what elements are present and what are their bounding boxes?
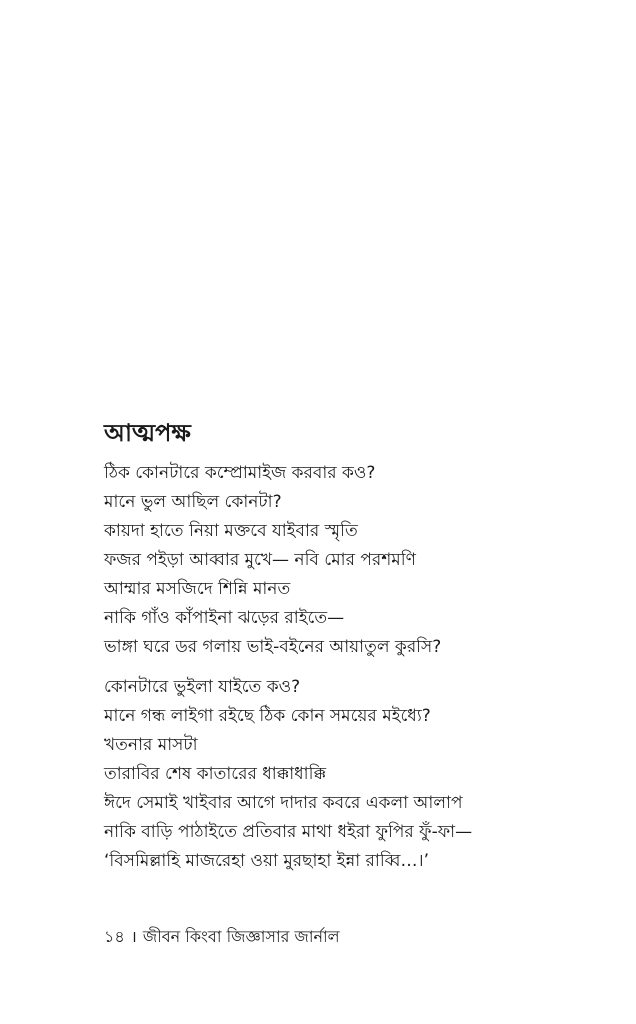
stanza-2 [104, 673, 472, 876]
poem-line: ফজর পইড়া আব্বার মুখে— নবি মোর পরশমণি [104, 550, 416, 570]
poem-line: নাকি গাঁও কাঁপাইনা ঝড়ের রাইতে— [104, 608, 345, 628]
poem-line: ‘বিসমিল্লাহি মাজরেহা ওয়া মুরছাহা ইন্না রাব্বি…।’ [104, 851, 429, 871]
poem-line: কোনটারে ভুইলা যাইতে কও? [104, 677, 301, 697]
footer-separator: । [130, 927, 137, 946]
poem-line: মানে গন্ধ লাইগা রইছে ঠিক কোন সময়ের মইধ্যে? [104, 706, 431, 726]
stanza-1 [104, 459, 441, 662]
book-title: জীবন কিংবা জিজ্ঞাসার জার্নাল [142, 927, 340, 946]
poem-line: ঠিক কোনটারে কম্প্রোমাইজ করবার কও? [104, 463, 376, 483]
poem-line: ভাঙ্গা ঘরে ডর গলায় ভাই-বইনের আয়াতুল কুরসি? [104, 637, 442, 657]
poem-line: ঈদে সেমাই খাইবার আগে দাদার কবরে একলা আলাপ [104, 793, 463, 813]
poem-line: মানে ভুল আছিল কোনটা? [104, 492, 282, 512]
poem-title: আত্মপক্ষ [104, 419, 191, 447]
poem-line: তারাবির শেষ কাতারের ধাক্কাধাক্কি [104, 764, 326, 784]
poem-line: আম্মার মসজিদে শিন্নি মানত [104, 579, 291, 599]
poem-line: কায়দা হাতে নিয়া মক্তবে যাইবার স্মৃতি [104, 521, 358, 541]
poem-line: নাকি বাড়ি পাঠাইতে প্রতিবার মাথা ধইরা ফুপির ফুঁ-ফা— [104, 822, 473, 842]
page-number: ১৪ [104, 927, 125, 946]
page-footer [104, 925, 340, 949]
poem-line: খতনার মাসটা [104, 735, 198, 755]
